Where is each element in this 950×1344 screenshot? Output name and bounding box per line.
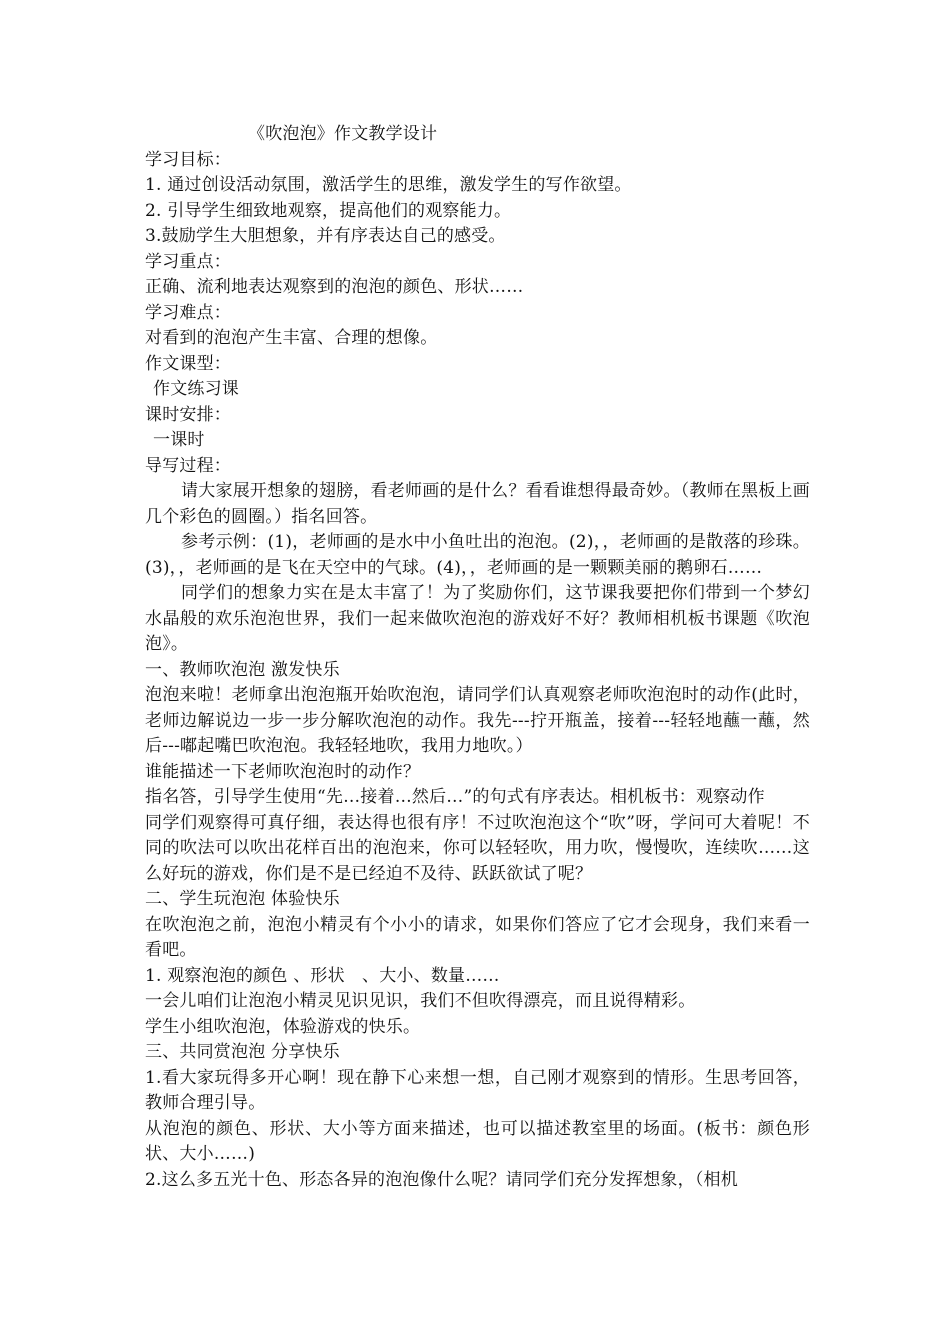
paragraph-reward: 同学们的想象力实在是太丰富了！为了奖励你们，这节课我要把你们带到一个梦幻水晶般的欢乐泡泡世界，我们一起来做吹泡泡的游戏好不好？教师相机板书课题《吹泡泡》。: [145, 583, 810, 654]
paragraph: 同学们观察得可真仔细，表达得也很有序！不过吹泡泡这个“吹”呀，学问可大着呢！不同的吹法可以吹出花样百出的泡泡来，你可以轻轻吹，用力吹，慢慢吹，连续吹……这么好玩的游戏，你们是不是已经迫不及待、跃跃欲试了呢？: [145, 812, 810, 884]
paragraph: 1. 观察泡泡的颜色 、形状 、大小、数量……: [145, 965, 500, 986]
difficulty-heading: 学习难点：: [145, 302, 231, 323]
paragraph: 学生小组吹泡泡，体验游戏的快乐。: [145, 1016, 421, 1037]
paragraph-intro: 请大家展开想象的翅膀，看老师画的是什么？看看谁想得最奇妙。（教师在黑板上画几个彩色的圆圈。）指名回答。: [145, 481, 810, 527]
paragraph: 谁能描述一下老师吹泡泡时的动作？: [145, 761, 421, 782]
difficulty-text: 对看到的泡泡产生丰富、合理的想像。: [145, 328, 438, 348]
section-heading-part2: 二、学生玩泡泡 体验快乐: [145, 889, 340, 909]
objective-item: 1. 通过创设活动氛围，激活学生的思维，激发学生的写作欲望。: [145, 175, 632, 195]
document-body: [145, 122, 810, 1193]
paragraph: 指名答，引导学生使用“先…接着…然后…”的句式有序表达。相机板书：观察动作: [145, 787, 765, 807]
key-points-heading: 学习重点：: [145, 251, 231, 272]
schedule-text: 一课时: [153, 430, 205, 450]
paragraph: 1.看大家玩得多开心啊！现在静下心来想一想，自己刚才观察到的情形。生思考回答，教师合理引导。: [145, 1067, 810, 1113]
objective-item: 2. 引导学生细致地观察，提高他们的观察能力。: [145, 200, 512, 221]
key-points-text: 正确、流利地表达观察到的泡泡的颜色、形状……: [145, 277, 524, 297]
objective-item: 3.鼓励学生大胆想象，并有序表达自己的感受。: [145, 226, 506, 246]
paragraph: 2.这么多五光十色、形态各异的泡泡像什么呢？请同学们充分发挥想象，（相机: [145, 1169, 738, 1190]
lesson-type-text: 作文练习课: [153, 379, 239, 399]
section-heading-part1: 一、教师吹泡泡 激发快乐: [145, 659, 340, 680]
objectives-heading: 学习目标：: [145, 149, 231, 170]
paragraph: 泡泡来啦！老师拿出泡泡瓶开始吹泡泡，请同学们认真观察老师吹泡泡时的动作(此时，老师边解说边一步一步分解吹泡泡的动作。我先---拧开瓶盖，接着---轻轻地蘸一蘸，然后---嘟起嘴巴吹泡泡。我轻轻地吹，我用力地吹。）: [145, 685, 810, 756]
paragraph-examples: 参考示例：(1)，老师画的是水中小鱼吐出的泡泡。(2)，，老师画的是散落的珍珠。(3)，，老师画的是飞在天空中的气球。(4)，，老师画的是一颗颗美丽的鹅卵石……: [145, 532, 810, 578]
paragraph: 从泡泡的颜色、形状、大小等方面来描述，也可以描述教室里的场面。(板书：颜色形状、大小……): [145, 1118, 810, 1164]
paragraph: 一会儿咱们让泡泡小精灵见识见识，我们不但吹得漂亮，而且说得精彩。: [145, 991, 696, 1011]
document-title: 《吹泡泡》作文教学设计: [248, 124, 438, 144]
section-heading-part3: 三、共同赏泡泡 分享快乐: [145, 1042, 340, 1062]
process-heading: 导写过程：: [145, 455, 231, 476]
paragraph: 在吹泡泡之前，泡泡小精灵有个小小的请求，如果你们答应了它才会现身，我们来看一看吧。: [145, 914, 810, 960]
lesson-type-heading: 作文课型：: [145, 353, 231, 374]
schedule-heading: 课时安排：: [145, 404, 231, 425]
